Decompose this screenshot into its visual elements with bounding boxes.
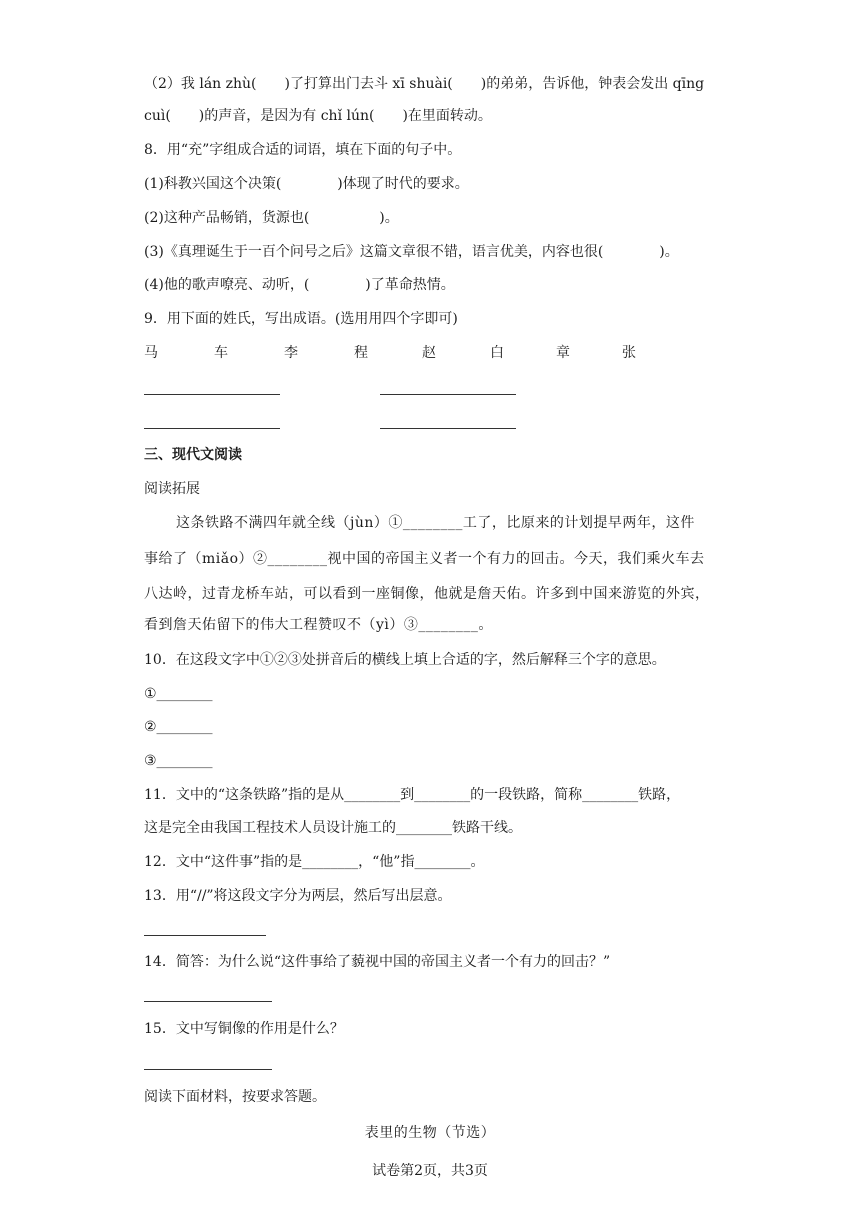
q10-answer-2[interactable]: ②________ xyxy=(144,719,213,735)
q8-item-1: (1)科教兴国这个决策( )体现了时代的要求。 xyxy=(144,176,469,192)
surname-list xyxy=(144,342,664,362)
q14-answer-line[interactable] xyxy=(144,1001,272,1002)
q12-prompt: 12．文中“这件事”指的是________，“他”指________。 xyxy=(144,854,485,870)
q9-answer-line-2[interactable] xyxy=(380,394,516,395)
q13-prompt: 13．用“//”将这段文字分为两层，然后写出层意。 xyxy=(144,888,452,904)
surname-item: 赵 xyxy=(422,345,436,361)
q10-answer-1[interactable]: ①________ xyxy=(144,686,213,702)
surname-item: 程 xyxy=(354,345,368,361)
q9-answer-line-1[interactable] xyxy=(144,394,280,395)
q9-answer-line-3[interactable] xyxy=(144,428,280,429)
q15-prompt: 15．文中写铜像的作用是什么？ xyxy=(144,1021,344,1037)
section-heading: 三、现代文阅读 xyxy=(144,447,242,463)
q11-line-2: 这是完全由我国工程技术人员设计施工的________铁路干线。 xyxy=(144,820,522,836)
q9-answer-line-4[interactable] xyxy=(380,428,516,429)
q8-item-2: (2)这种产品畅销，货源也( )。 xyxy=(144,210,399,226)
q7-2-line1: （2）我 lán zhù( )了打算出门去斗 xī shuài( )的弟弟，告诉他，钟表会发出 qīng xyxy=(144,76,705,92)
surname-item: 马 xyxy=(144,345,158,361)
q8-prompt: 8．用“充”字组成合适的词语，填在下面的句子中。 xyxy=(144,142,462,158)
q10-prompt: 10．在这段文字中①②③处拼音后的横线上填上合适的字，然后解释三个字的意思。 xyxy=(144,652,666,668)
q10-answer-3[interactable]: ③________ xyxy=(144,753,213,769)
q8-item-3: (3)《真理诞生于一百个问号之后》这篇文章很不错，语言优美，内容也很( )。 xyxy=(144,244,679,260)
passage-line-3: 八达岭，过青龙桥车站，可以看到一座铜像，他就是詹天佑。许多到中国来游览的外宾， xyxy=(144,586,710,602)
q8-item-4: (4)他的歌声嘹亮、动听，( )了革命热情。 xyxy=(144,277,455,293)
passage-line-2: 事给了（miǎo）②________视中国的帝国主义者一个有力的回击。今天，我们乘火车去 xyxy=(144,551,705,567)
q11-line-1: 11．文中的“这条铁路”指的是从________到________的一段铁路，简称________铁路， xyxy=(144,787,681,803)
surname-item: 白 xyxy=(490,345,504,361)
q9-prompt: 9．用下面的姓氏，写出成语。(选用用四个字即可) xyxy=(144,311,458,327)
q7-2-line2: cuì( )的声音，是因为有 chǐ lún( )在里面转动。 xyxy=(144,108,492,124)
subsection-heading: 阅读拓展 xyxy=(144,481,200,497)
surname-item: 章 xyxy=(556,345,570,361)
q14-prompt: 14．简答：为什么说“这件事给了藐视中国的帝国主义者一个有力的回击？” xyxy=(144,954,611,970)
page-footer: 试卷第2页，共3页 xyxy=(372,1163,488,1179)
reading-instruction: 阅读下面材料，按要求答题。 xyxy=(144,1089,326,1105)
q13-answer-line[interactable] xyxy=(144,935,266,936)
passage-line-4: 看到詹天佑留下的伟大工程赞叹不（yì）③________。 xyxy=(144,617,493,633)
passage-line-1: 这条铁路不满四年就全线（jùn）①________工了，比原来的计划提早两年，这件 xyxy=(176,515,695,531)
surname-item: 张 xyxy=(622,345,636,361)
passage-title: 表里的生物（节选） xyxy=(364,1125,496,1141)
surname-item: 车 xyxy=(214,345,228,361)
surname-item: 李 xyxy=(284,345,298,361)
q15-answer-line[interactable] xyxy=(144,1069,272,1070)
